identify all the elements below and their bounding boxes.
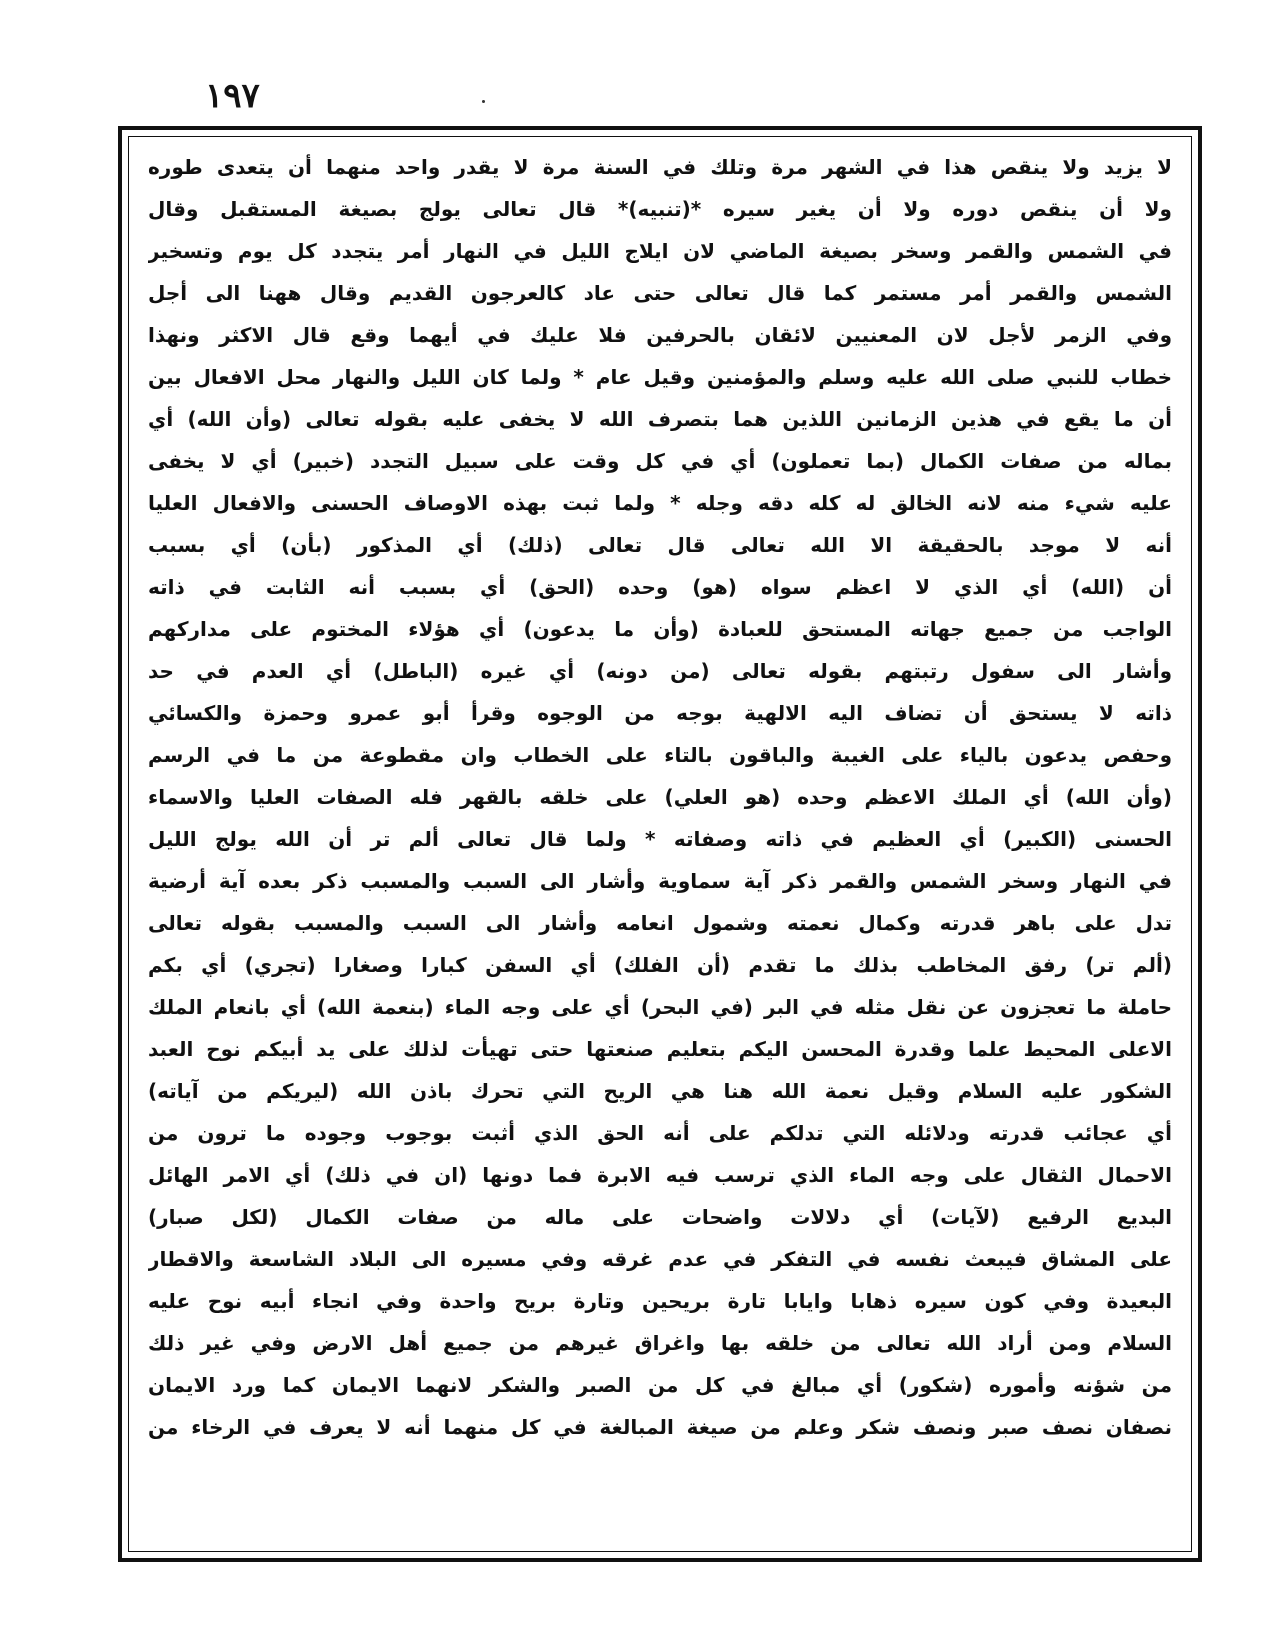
text-line: بماله من صفات الكمال (بما تعملون) أي في كل وقت على سبيل التجدد (خبير) أي لا يخفى xyxy=(148,449,1172,473)
text-line: أن ما يقع في هذين الزمانين اللذين هما بتصرف الله لا يخفى عليه بقوله تعالى (وأن الله) أي xyxy=(148,407,1172,431)
text-line: الحسنى (الكبير) أي العظيم في ذاته وصفاته * ولما قال تعالى ألم تر أن الله يولج الليل xyxy=(148,827,1172,851)
text-line: أن (الله) أي الذي لا اعظم سواه (هو) وحده (الحق) أي بسبب أنه الثابت في ذاته xyxy=(148,575,1172,599)
text-line: ذاته لا يستحق أن تضاف اليه الالهية بوجه من الوجوه وقرأ أبو عمرو وحمزة والكسائي xyxy=(148,701,1172,725)
text-line: على المشاق فيبعث نفسه في التفكر في عدم غرقه وفي مسيره الى البلاد الشاسعة والاقطار xyxy=(148,1247,1172,1271)
text-line: تدل على باهر قدرته وكمال نعمته وشمول انعامه وأشار الى السبب والمسبب بقوله تعالى xyxy=(148,911,1172,935)
text-line: أنه لا موجد بالحقيقة الا الله تعالى قال تعالى (ذلك) أي المذكور (بأن) أي بسبب xyxy=(148,533,1172,557)
text-line: في النهار وسخر الشمس والقمر ذكر آية سماوية وأشار الى السبب والمسبب ذكر بعده آية أرضية xyxy=(148,869,1172,893)
text-line: البعيدة وفي كون سيره ذهابا وايابا تارة بريحين وتارة بريح واحدة وفي انجاء أبيه نوح عليه xyxy=(148,1289,1172,1313)
text-line: نصفان نصف صبر ونصف شكر وعلم من صيغة المبالغة في كل منهما أنه لا يعرف في الرخاء من xyxy=(148,1415,1172,1439)
text-line: الشكور عليه السلام وقيل نعمة الله هنا هي الريح التي تحرك باذن الله (ليريكم من آياته) xyxy=(148,1079,1172,1103)
text-line: حاملة ما تعجزون عن نقل مثله في البر (في البحر) أي على وجه الماء (بنعمة الله) أي بانعام الملك xyxy=(148,995,1172,1019)
text-line: وفي الزمر لأجل لان المعنيين لائقان بالحرفين فلا عليك في أيهما وقع قال الاكثر ونهذا xyxy=(148,323,1172,347)
page-number: ١٩٧ xyxy=(205,76,260,116)
text-line: وأشار الى سفول رتبتهم بقوله تعالى (من دونه) أي غيره (الباطل) أي العدم في حد xyxy=(148,659,1172,683)
text-line: ولا أن ينقص دوره ولا أن يغير سيره *(تنبيه)* قال تعالى يولج بصيغة المستقبل وقال xyxy=(148,197,1172,221)
text-line: الاحمال الثقال على وجه الماء الذي ترسب فيه الابرة فما دونها (ان في ذلك) أي الامر الهائل xyxy=(148,1163,1172,1187)
speck-mark xyxy=(482,100,485,103)
text-line: الاعلى المحيط علما وقدرة المحسن اليكم بتعليم صنعتها حتى تهيأت لذلك على يد أبيكم نوح العبد xyxy=(148,1037,1172,1061)
text-block xyxy=(140,142,1180,1542)
text-line: (ألم تر) رفق المخاطب بذلك ما تقدم (أن الفلك) أي السفن كبارا وصغارا (تجري) أي بكم xyxy=(148,953,1172,977)
text-line: من شؤنه وأموره (شكور) أي مبالغ في كل من الصبر والشكر لانهما الايمان كما ورد الايمان xyxy=(148,1373,1172,1397)
text-line: وحفص يدعون بالياء على الغيبة والباقون بالتاء على الخطاب وان مقطوعة من ما في الرسم xyxy=(148,743,1172,767)
text-line: أي عجائب قدرته ودلائله التي تدلكم على أنه الحق الذي أثبت بوجوب وجوده ما ترون من xyxy=(148,1121,1172,1145)
text-line: البديع الرفيع (لآيات) أي دلالات واضحات على ماله من صفات الكمال (لكل صبار) xyxy=(148,1205,1172,1229)
text-line: في الشمس والقمر وسخر بصيغة الماضي لان ايلاج الليل في النهار أمر يتجدد كل يوم وتسخير xyxy=(148,239,1172,263)
text-line: الواجب من جميع جهاته المستحق للعبادة (وأن ما يدعون) أي هؤلاء المختوم على مداركهم xyxy=(148,617,1172,641)
text-line: (وأن الله) أي الملك الاعظم وحده (هو العلي) على خلقه بالقهر فله الصفات العليا والاسماء xyxy=(148,785,1172,809)
text-line: لا يزيد ولا ينقص هذا في الشهر مرة وتلك في السنة مرة لا يقدر واحد منهما أن يتعدى طوره xyxy=(148,155,1172,179)
text-line: السلام ومن أراد الله تعالى من خلقه بها واغراق غيرهم من جميع أهل الارض وفي غير ذلك xyxy=(148,1331,1172,1355)
text-line: عليه شيء منه لانه الخالق له كله دقه وجله * ولما ثبت بهذه الاوصاف الحسنى والافعال العليا xyxy=(148,491,1172,515)
text-line: خطاب للنبي صلى الله عليه وسلم والمؤمنين وقيل عام * ولما كان الليل والنهار محل الافعال بين xyxy=(148,365,1172,389)
text-line: الشمس والقمر أمر مستمر كما قال تعالى حتى عاد كالعرجون القديم وقال ههنا الى أجل xyxy=(148,281,1172,305)
